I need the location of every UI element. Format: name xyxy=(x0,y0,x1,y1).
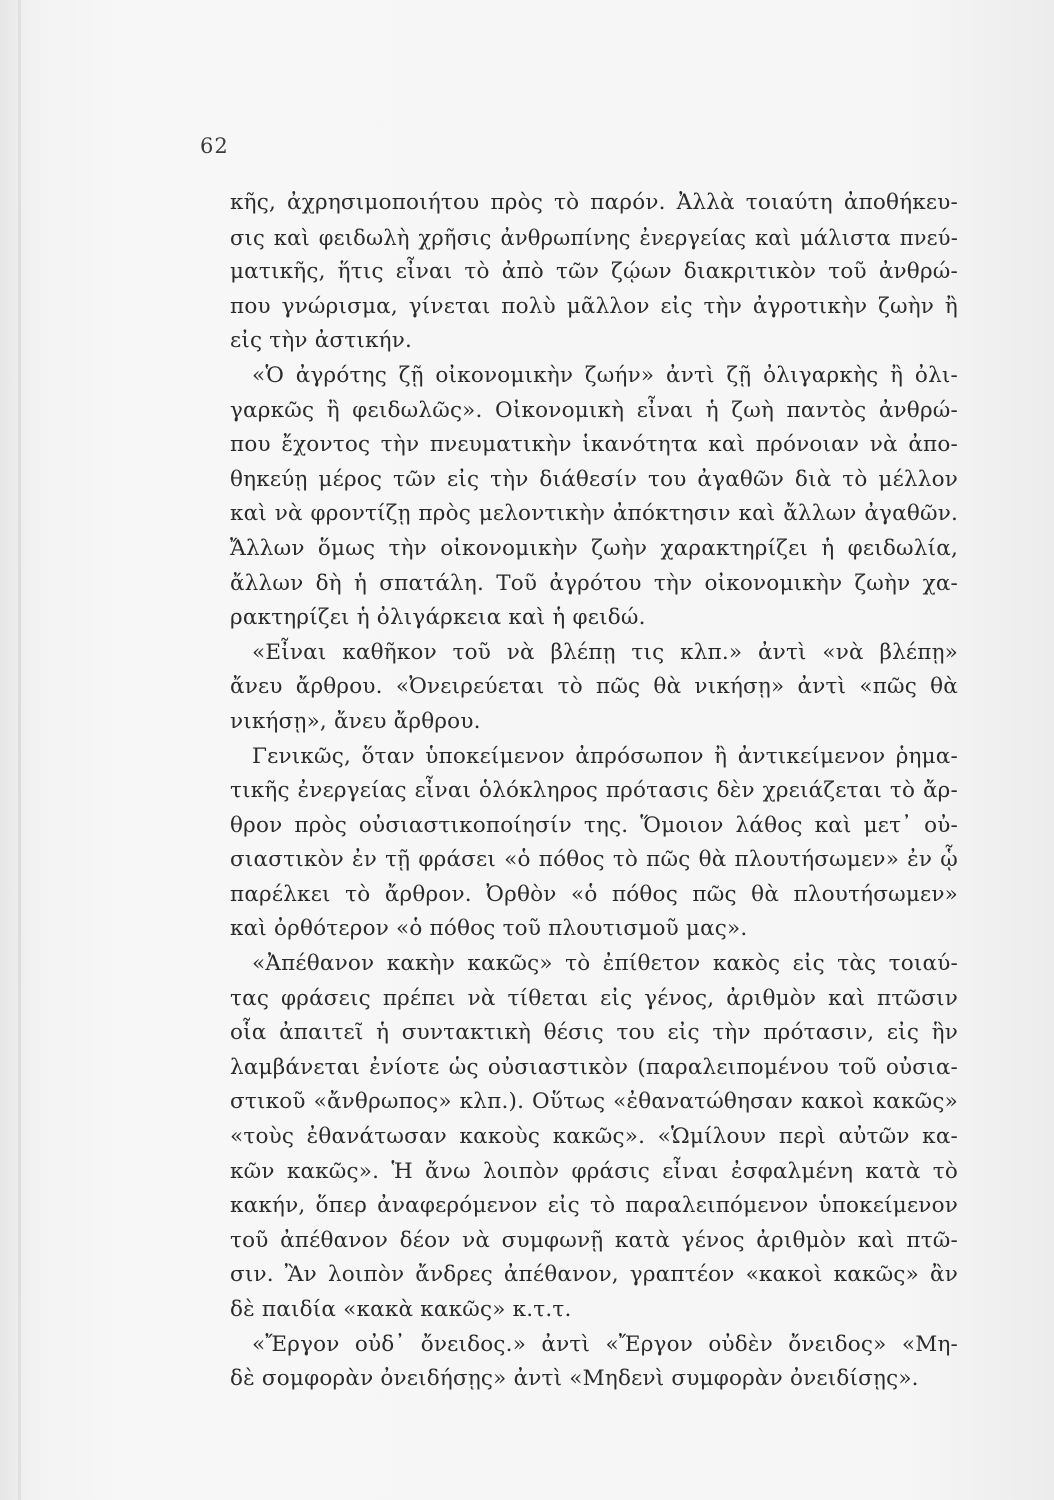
text-line: δὲ παιδία «κακὰ κακῶς» κ.τ.τ. xyxy=(230,1297,572,1322)
text-line: «Ὁ ἀγρότης ζῇ οἰκονομικὴν ζωήν» ἀντὶ ζῇ ὀλιγαρκὴς ἢ ὀλι- xyxy=(252,362,958,388)
text-line: ἄλλων δὴ ἡ σπατάλη. Τοῦ ἀγρότου τὴν οἰκονομικὴν ζωὴν χα- xyxy=(230,570,958,596)
text-line: Γενικῶς, ὅταν ὑποκείμενον ἀπρόσωπον ἢ ἀντικείμενον ῥημα- xyxy=(252,743,958,769)
text-line: λαμβάνεται ἐνίοτε ὡς οὐσιαστικὸν (παραλειπομένου τοῦ οὐσια- xyxy=(230,1054,958,1080)
text-line: καὶ νὰ φροντίζῃ πρὸς μελοντικὴν ἀπόκτησιν καὶ ἄλλων ἀγαθῶν. xyxy=(230,501,958,527)
text-line: οἷα ἀπαιτεῖ ἡ συντακτικὴ θέσις του εἰς τὴν πρότασιν, εἰς ἣν xyxy=(230,1020,958,1046)
text-line: που γνώρισμα, γίνεται πολὺ μᾶλλον εἰς τὴν ἀγροτικὴν ζωὴν ἢ xyxy=(230,293,958,319)
text-line: που ἔχοντος τὴν πνευματικὴν ἱκανότητα καὶ πρόνοιαν νὰ ἀπο- xyxy=(230,432,958,458)
text-line: παρέλκει τὸ ἄρθρον. Ὀρθὸν «ὁ πόθος πῶς θὰ πλουτήσωμεν» xyxy=(230,881,958,907)
text-line: κῆς, ἀχρησιμοποιήτου πρὸς τὸ παρόν. Ἀλλὰ τοιαύτη ἀποθήκευ- xyxy=(230,190,958,215)
text-line: «τοὺς ἐθανάτωσαν κακοὺς κακῶς». «Ὡμίλουν περὶ αὐτῶν κα- xyxy=(230,1124,958,1150)
text-line: θρον πρὸς οὐσιαστικοποίησίν της. Ὅμοιον λάθος καὶ μετ᾿ οὐ- xyxy=(230,812,958,838)
text-line: σιν. Ἂν λοιπὸν ἄνδρες ἀπέθανον, γραπτέον «κακοὶ κακῶς» ἂν xyxy=(230,1262,958,1288)
text-line: «Ἔργον οὐδ᾿ ὄνειδος.» ἀντὶ «Ἔργον οὐδὲν ὄνειδος» «Μη- xyxy=(252,1331,958,1357)
binding-edge xyxy=(18,0,21,1500)
text-line: κῶν κακῶς». Ἡ ἄνω λοιπὸν φράσις εἶναι ἐσφαλμένη κατὰ τὸ xyxy=(230,1158,958,1184)
text-line: δὲ σομφορὰν ὀνειδήσῃς» ἀντὶ «Μηδενὶ συμφορὰν ὀνειδίσῃς». xyxy=(230,1366,919,1392)
text-line: στικοῦ «ἄνθρωπος» κλπ.). Οὕτως «ἐθανατώθησαν κακοὶ κακῶς» xyxy=(230,1089,958,1115)
text-line: «Εἶναι καθῆκον τοῦ νὰ βλέπῃ τις κλπ.» ἀντὶ «νὰ βλέπῃ» xyxy=(252,639,958,665)
text-line: «Ἀπέθανον κακὴν κακῶς» τὸ ἐπίθετον κακὸς εἰς τὰς τοιαύ- xyxy=(252,951,958,977)
text-line: θηκεύῃ μέρος τῶν εἰς τὴν διάθεσίν του ἀγαθῶν διὰ τὸ μέλλον xyxy=(230,466,958,492)
text-line: τας φράσεις πρέπει νὰ τίθεται εἰς γένος, ἀριθμὸν καὶ πτῶσιν xyxy=(230,985,958,1011)
text-line: νικήσῃ», ἄνευ ἄρθρου. xyxy=(230,708,481,734)
text-line: Ἄλλων ὅμως τὴν οἰκονομικὴν ζωὴν χαρακτηρίζει ἡ φειδωλία, xyxy=(230,535,958,561)
text-line: τικῆς ἐνεργείας εἶναι ὁλόκληρος πρότασις δὲν χρειάζεται τὸ ἄρ- xyxy=(230,778,958,804)
text-line: κακήν, ὅπερ ἀναφερόμενον εἰς τὸ παραλειπόμενον ὑποκείμενον xyxy=(230,1193,958,1219)
body-text xyxy=(230,186,958,1397)
page-number: 62 xyxy=(200,134,229,158)
text-line: τοῦ ἀπέθανον δέον νὰ συμφωνῇ κατὰ γένος ἀριθμὸν καὶ πτῶ- xyxy=(230,1227,958,1253)
text-line: σις καὶ φειδωλὴ χρῆσις ἀνθρωπίνης ἐνεργείας καὶ μάλιστα πνεύ- xyxy=(230,225,958,250)
text-line: ματικῆς, ἥτις εἶναι τὸ ἀπὸ τῶν ζῴων διακριτικὸν τοῦ ἀνθρώ- xyxy=(230,259,958,285)
text-line: σιαστικὸν ἐν τῇ φράσει «ὁ πόθος τὸ πῶς θὰ πλουτήσωμεν» ἐν ᾧ xyxy=(230,847,958,873)
text-line: γαρκῶς ἢ φειδωλῶς». Οἰκονομικὴ εἶναι ἡ ζωὴ παντὸς ἀνθρώ- xyxy=(230,397,958,423)
text-line: εἰς τὴν ἀστικήν. xyxy=(230,328,413,354)
text-line: ρακτηρίζει ἡ ὀλιγάρκεια καὶ ἡ φειδώ. xyxy=(230,605,646,631)
text-line: καὶ ὀρθότερον «ὁ πόθος τοῦ πλουτισμοῦ μας». xyxy=(230,916,748,942)
text-line: ἄνευ ἄρθρου. «Ὀνειρεύεται τὸ πῶς θὰ νικήσῃ» ἀντὶ «πῶς θὰ xyxy=(230,674,958,700)
